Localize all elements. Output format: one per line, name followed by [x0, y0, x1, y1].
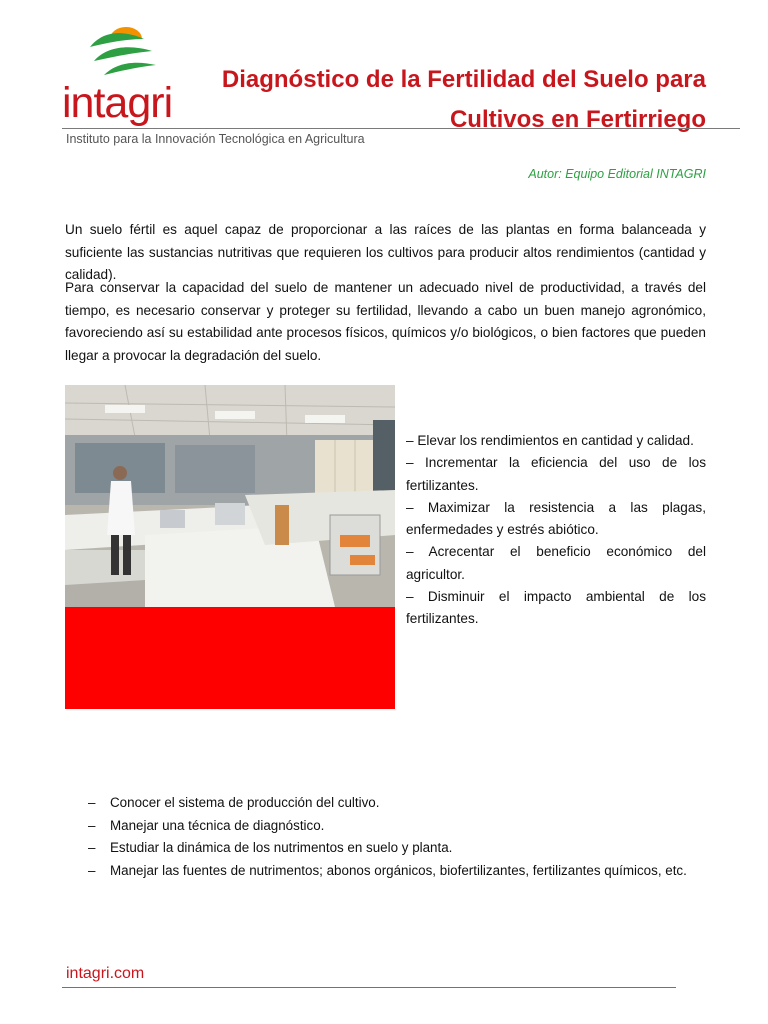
- footer-website-link[interactable]: intagri.com: [66, 965, 145, 982]
- list-item-text: Estudiar la dinámica de los nutrimentos en suelo y planta.: [110, 840, 453, 855]
- document-title-line-1: Diagnóstico de la Fertilidad del Suelo para: [221, 66, 706, 93]
- author-line: Autor: Equipo Editorial INTAGRI: [528, 167, 706, 181]
- list-item-text: Conocer el sistema de producción del cultivo.: [110, 795, 380, 810]
- list-item: [88, 860, 687, 883]
- list-item: [88, 837, 687, 860]
- footer-divider: [62, 987, 676, 988]
- placeholder-red-block: [65, 607, 395, 709]
- list-item: – Elevar los rendimientos en cantidad y calidad.: [406, 433, 694, 448]
- dash-bullet: –: [88, 862, 96, 878]
- list-item: – Maximizar la resistencia a las plagas, enfermedades y estrés abiótico.: [406, 499, 706, 538]
- list-item: – Incrementar la eficiencia del uso de los fertilizantes.: [406, 455, 706, 493]
- logo-wordmark: intagri: [62, 79, 173, 127]
- list-item: – Disminuir el impacto ambiental de los fertilizantes.: [406, 589, 706, 627]
- dash-bullet: –: [88, 795, 96, 810]
- steps-list: [88, 792, 687, 882]
- list-item: [88, 815, 687, 838]
- list-item: – Acrecentar el beneficio económico del agricultor.: [406, 544, 706, 582]
- dash-bullet: –: [88, 817, 96, 833]
- conservation-paragraph: Para conservar la capacidad del suelo de mantener un adecuado nivel de productividad, a través del tiempo, es necesario conservar y proteger su fertilidad, llevando a cabo un buen manejo agronómico, favoreciendo así su estabilidad ante procesos físicos, químicos y/o biológicos, o bien factores que pueden llegar a provocar la degradación del suelo.: [65, 280, 706, 363]
- institute-subtitle: Instituto para la Innovación Tecnológica en Agricultura: [66, 132, 365, 146]
- sun-leaves-icon: [86, 25, 158, 81]
- laboratory-photo: [65, 385, 395, 607]
- intagri-logo: [62, 25, 173, 127]
- document-title-line-2: Cultivos en Fertirriego: [449, 106, 706, 133]
- list-item: [88, 792, 687, 815]
- list-item-text: Manejar las fuentes de nutrimentos; abonos orgánicos, biofertilizantes, fertilizantes químicos, etc.: [110, 862, 687, 878]
- header-divider: [62, 128, 740, 129]
- dash-bullet: –: [88, 840, 96, 855]
- list-item-text: Manejar una técnica de diagnóstico.: [110, 817, 325, 833]
- intro-paragraph: Un suelo fértil es aquel capaz de proporcionar a las raíces de las plantas en forma balanceada y suficiente las sustancias nutritivas que requieren los cultivos para producir altos rendimientos (cantidad y calidad).: [65, 222, 706, 282]
- benefits-list: [406, 430, 706, 631]
